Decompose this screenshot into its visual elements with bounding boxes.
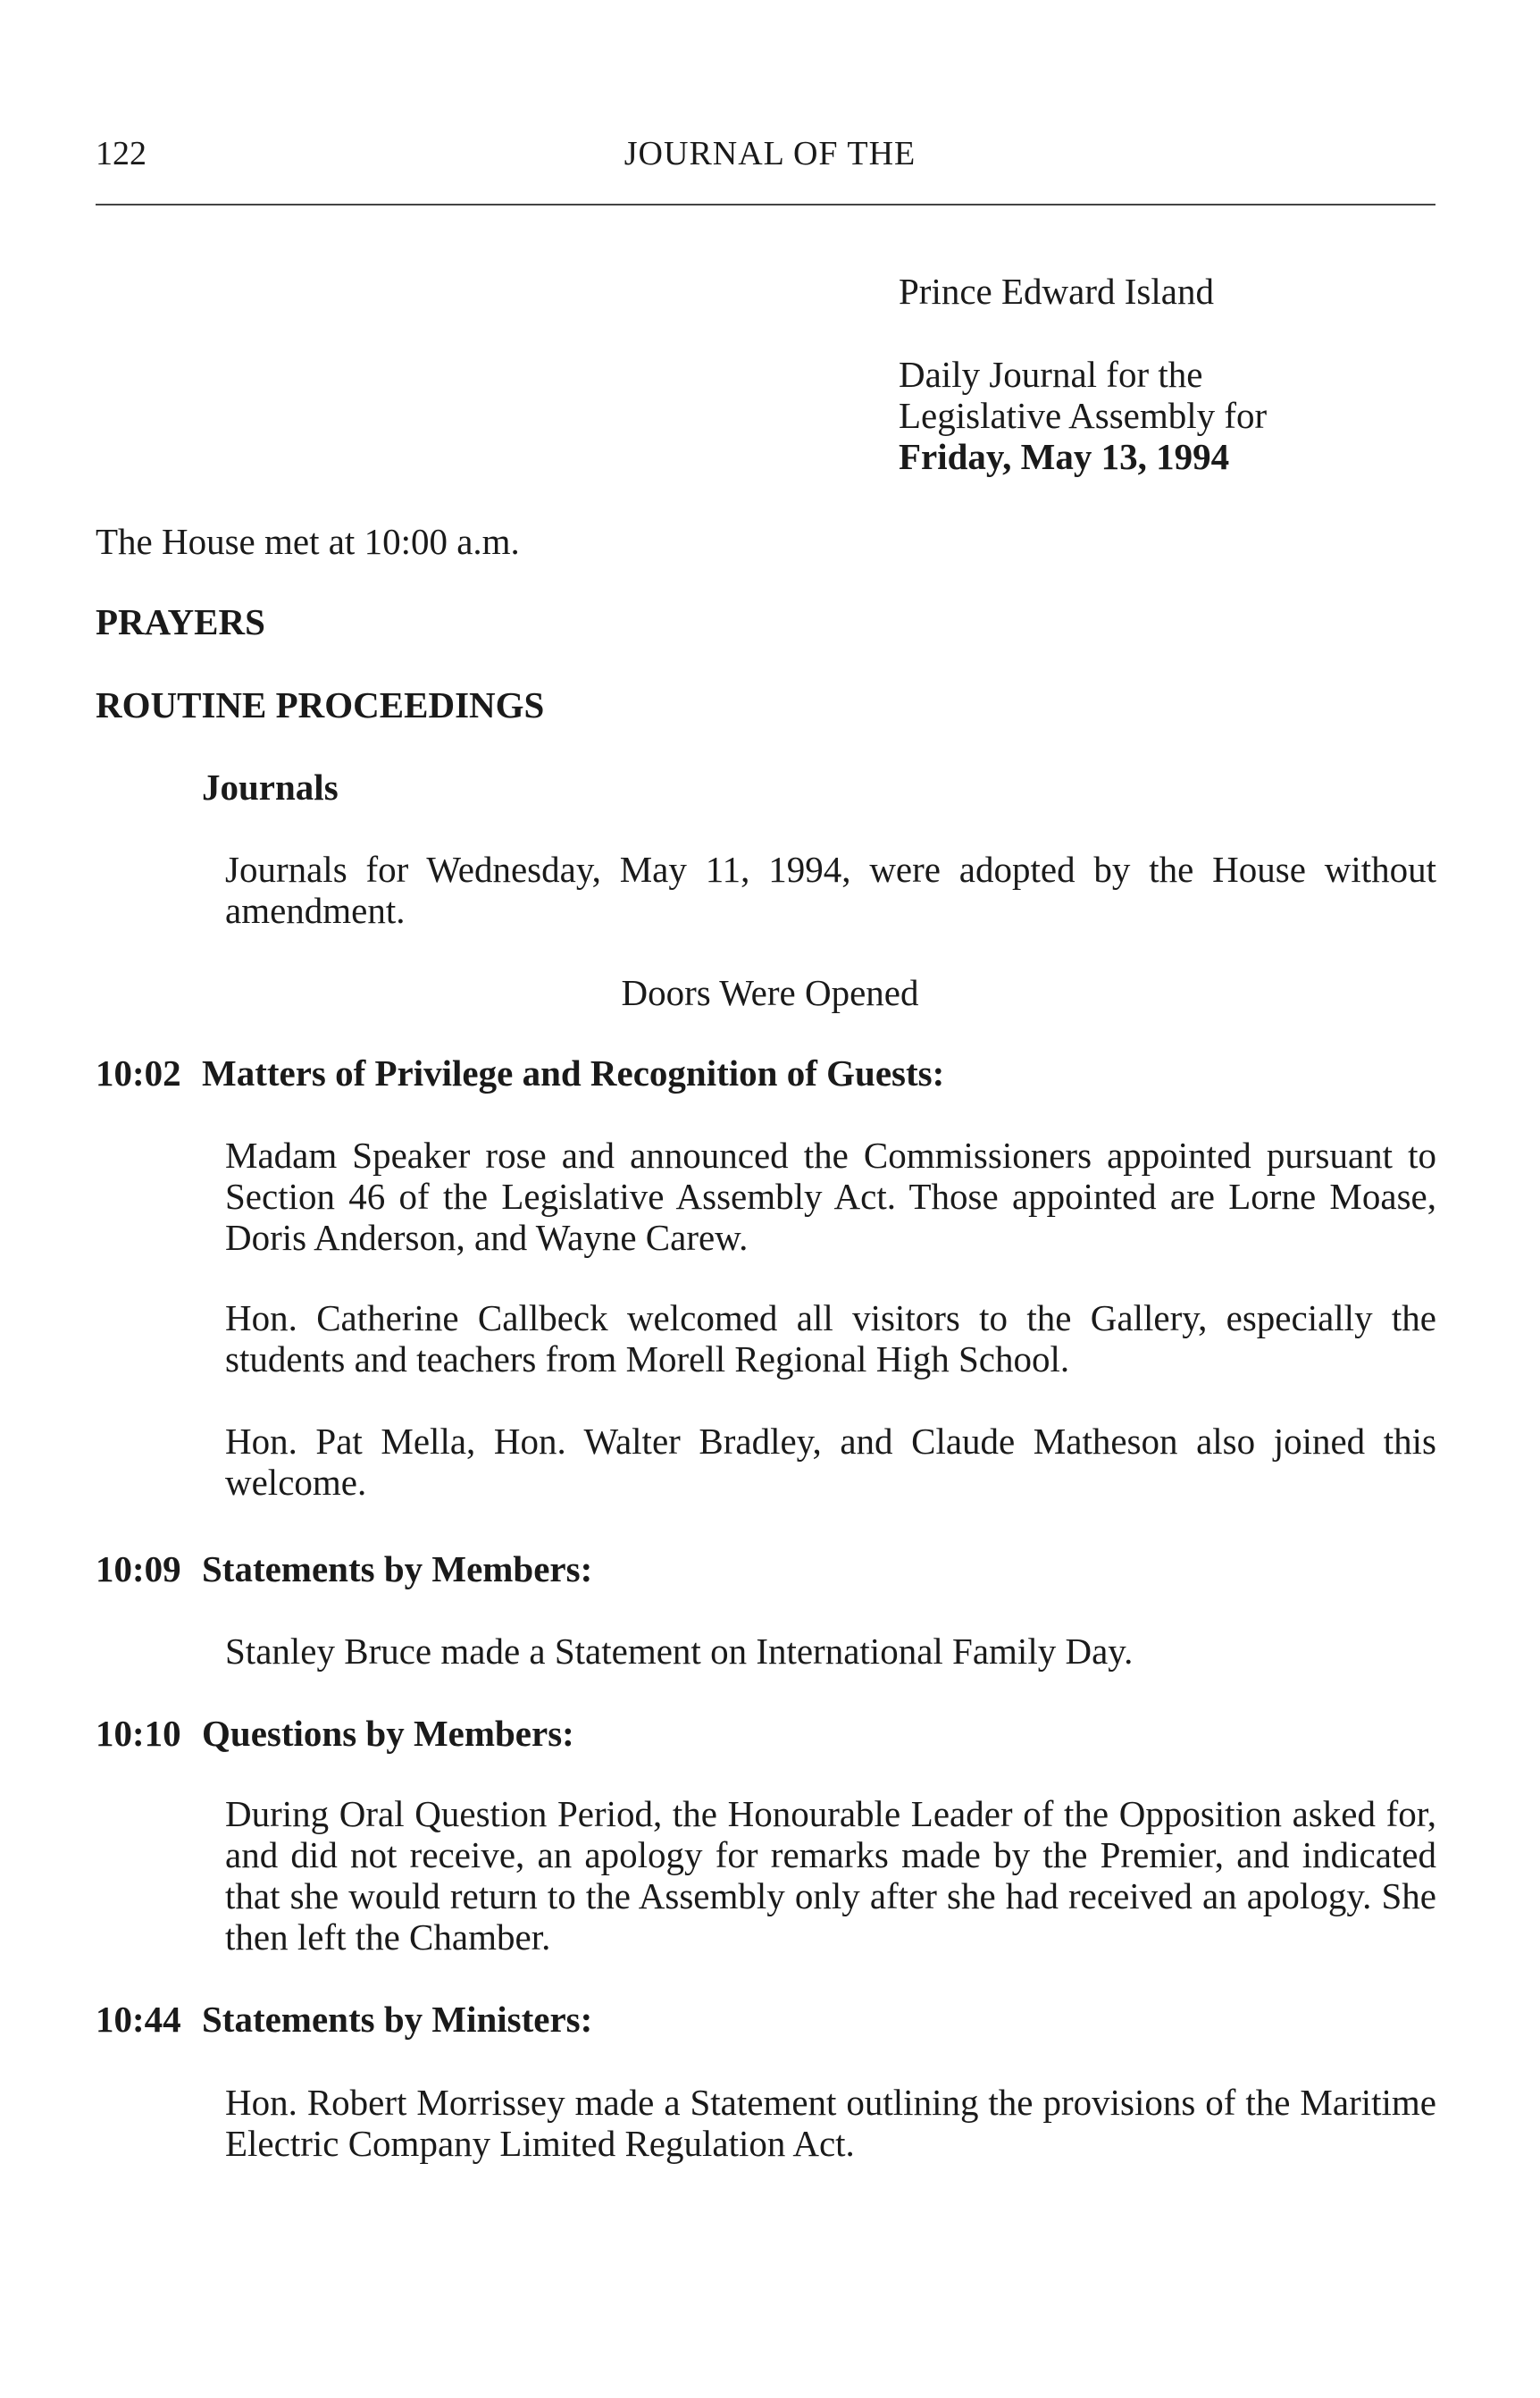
page-number: 122 [96,135,146,172]
journal-date: Friday, May 13, 1994 [899,436,1230,477]
bruce-paragraph: Stanley Bruce made a Statement on International Family Day. [225,1631,1134,1672]
prayers-heading: PRAYERS [96,601,265,642]
journals-paragraph: Journals for Wednesday, May 11, 1994, were adopted by the House without amendment. [225,849,1436,931]
daily-journal-line2: Legislative Assembly for [899,395,1268,436]
time-stamp: 10:09 [96,1548,181,1589]
statements-members-heading: Statements by Members: [202,1548,593,1589]
house-met-line: The House met at 10:00 a.m. [96,521,520,562]
routine-proceedings-heading: ROUTINE PROCEEDINGS [96,684,545,725]
questions-heading: Questions by Members: [202,1713,574,1754]
header-rule [96,204,1435,205]
time-stamp: 10:02 [96,1052,181,1094]
daily-journal-line1: Daily Journal for the [899,354,1203,395]
statements-ministers-heading: Statements by Ministers: [202,1999,593,2040]
welcome-paragraph: Hon. Pat Mella, Hon. Walter Bradley, and Claude Matheson also joined this welcome. [225,1421,1436,1503]
morrissey-paragraph: Hon. Robert Morrissey made a Statement outlining the provisions of the Maritime Electric Company Limited Regulation Act. [225,2082,1436,2164]
speaker-paragraph: Madam Speaker rose and announced the Commissioners appointed pursuant to Section 46 of the Legislative Assembly Act. Those appointed are Lorne Moase, Doris Anderson, and Wayne Carew. [225,1135,1436,1258]
journals-heading: Journals [202,767,339,808]
time-stamp: 10:44 [96,1999,181,2040]
question-period-paragraph: During Oral Question Period, the Honourable Leader of the Opposition asked for, and did not receive, an apology for remarks made by the Premier, and indicated that she would return to the Assembly only after she had received an apology. She then left the Chamber. [225,1793,1436,1958]
privilege-heading: Matters of Privilege and Recognition of Guests: [202,1052,945,1094]
province-name: Prince Edward Island [899,271,1214,312]
running-header: JOURNAL OF THE [624,135,916,172]
daily-journal-block [899,354,1363,477]
time-stamp: 10:10 [96,1713,181,1754]
doors-opened-line: Doors Were Opened [621,972,919,1013]
callbeck-paragraph: Hon. Catherine Callbeck welcomed all visitors to the Gallery, especially the students and teachers from Morell Regional High School. [225,1297,1436,1379]
